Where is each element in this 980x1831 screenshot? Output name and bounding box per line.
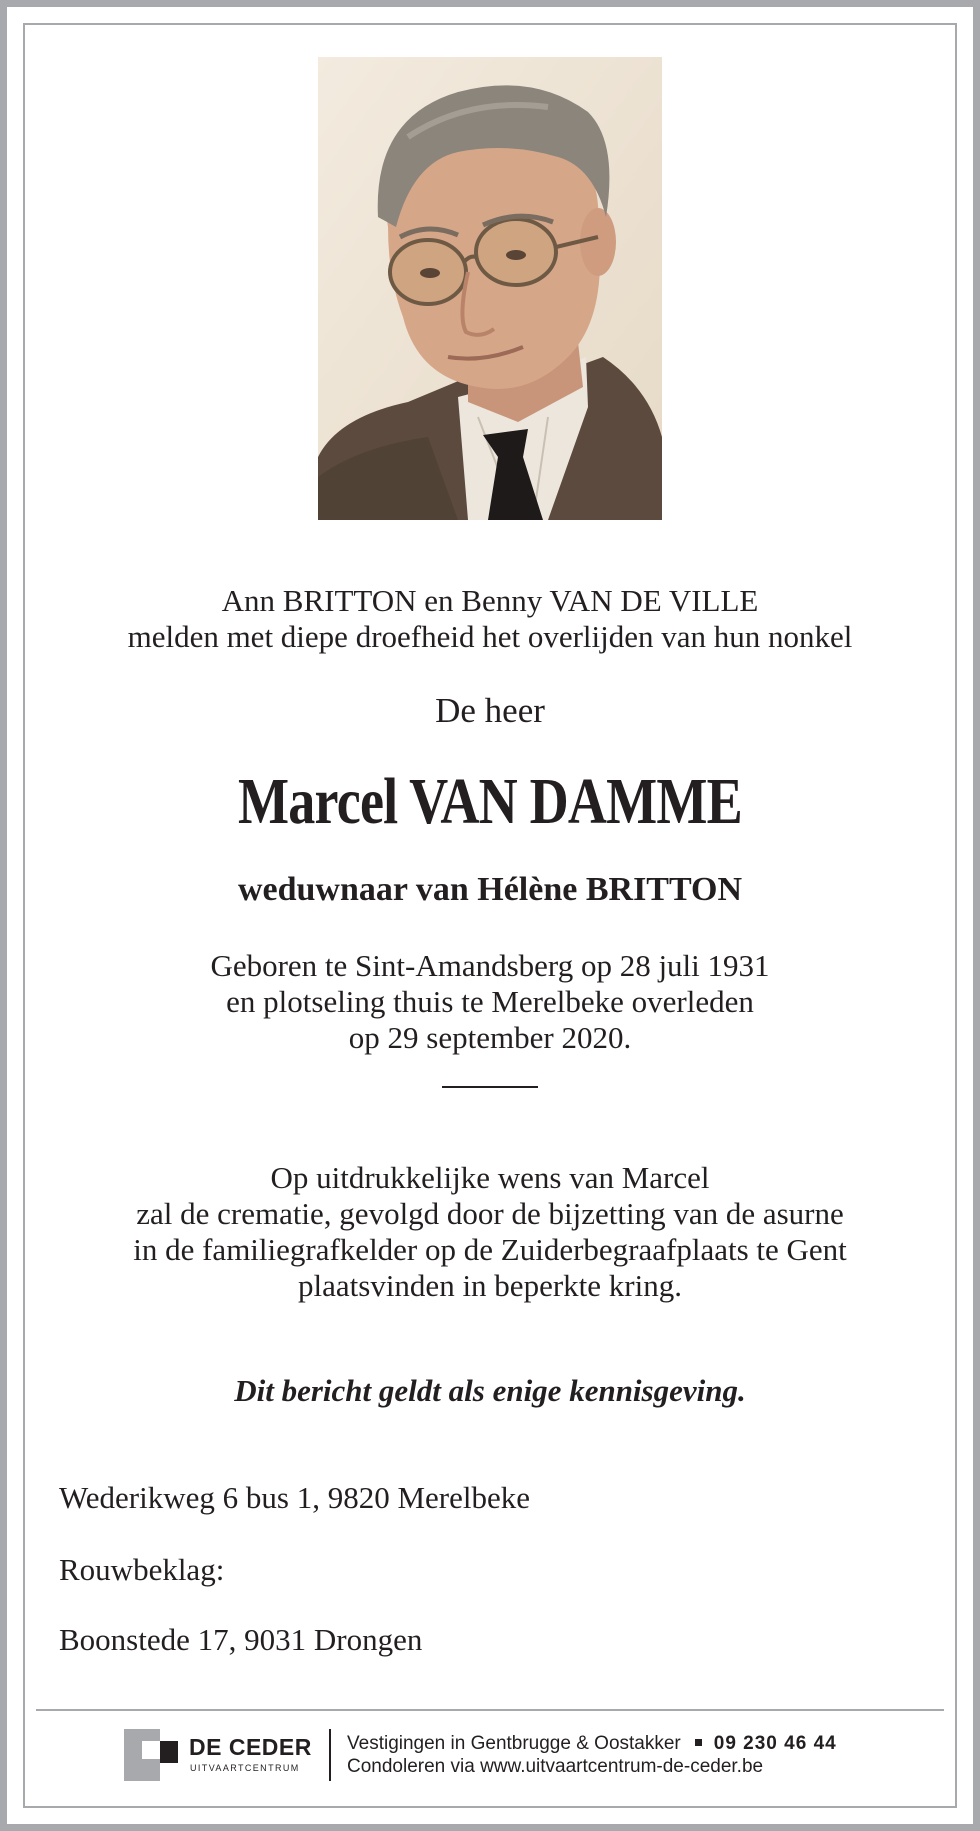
logo-name: DE CEDER [189, 1734, 312, 1760]
home-address: Wederikweg 6 bus 1, 9820 Merelbeke [59, 1480, 530, 1515]
portrait-illustration [318, 57, 662, 520]
cremation-line-4: plaatsvinden in beperkte kring. [298, 1268, 682, 1303]
bullet-icon [695, 1739, 702, 1746]
birth-line-3: op 29 september 2020. [348, 1020, 632, 1055]
de-ceder-logo-icon [124, 1729, 178, 1781]
cremation-line-3: in de familiegrafkelder op de Zuiderbegraafplaats te Gent [133, 1232, 847, 1267]
portrait-photo [318, 57, 662, 520]
birth-death-details [40, 948, 940, 1056]
footer-branches-line [347, 1733, 837, 1755]
cremation-line-2: zal de crematie, gevolgd door de bijzetting van de asurne [136, 1196, 844, 1231]
sole-notice: Dit bericht geldt als enige kennisgeving. [234, 1373, 746, 1408]
condolence-label: Rouwbeklag: [59, 1552, 225, 1587]
branches-text: Vestigingen in Gentbrugge & Oostakker [347, 1733, 681, 1754]
announcement-intro [40, 583, 940, 655]
birth-line-1: Geboren te Sint-Amandsberg op 28 juli 1931 [210, 948, 770, 983]
birth-line-2: en plotseling thuis te Merelbeke overleden [226, 984, 754, 1019]
footer-separator [329, 1729, 331, 1781]
condolence-address: Boonstede 17, 9031 Drongen [59, 1622, 423, 1657]
condolence-website[interactable]: Condoleren via www.uitvaartcentrum-de-ceder.be [347, 1756, 764, 1777]
cremation-line-1: Op uitdrukkelijke wens van Marcel [270, 1160, 710, 1195]
section-divider [442, 1086, 538, 1088]
cremation-details [40, 1160, 940, 1304]
phone-number[interactable]: 09 230 46 44 [713, 1733, 837, 1754]
intro-line-1: Ann BRITTON en Benny VAN DE VILLE [221, 583, 759, 618]
intro-line-2: melden met diepe droefheid het overlijden van hun nonkel [127, 619, 853, 654]
widower-of: weduwnaar van Hélène BRITTON [237, 871, 743, 908]
footer-divider [36, 1709, 944, 1711]
deceased-name: Marcel VAN DAMME [238, 765, 742, 838]
logo-subtitle: UITVAARTCENTRUM [190, 1763, 300, 1773]
honorific-title: De heer [435, 691, 545, 730]
